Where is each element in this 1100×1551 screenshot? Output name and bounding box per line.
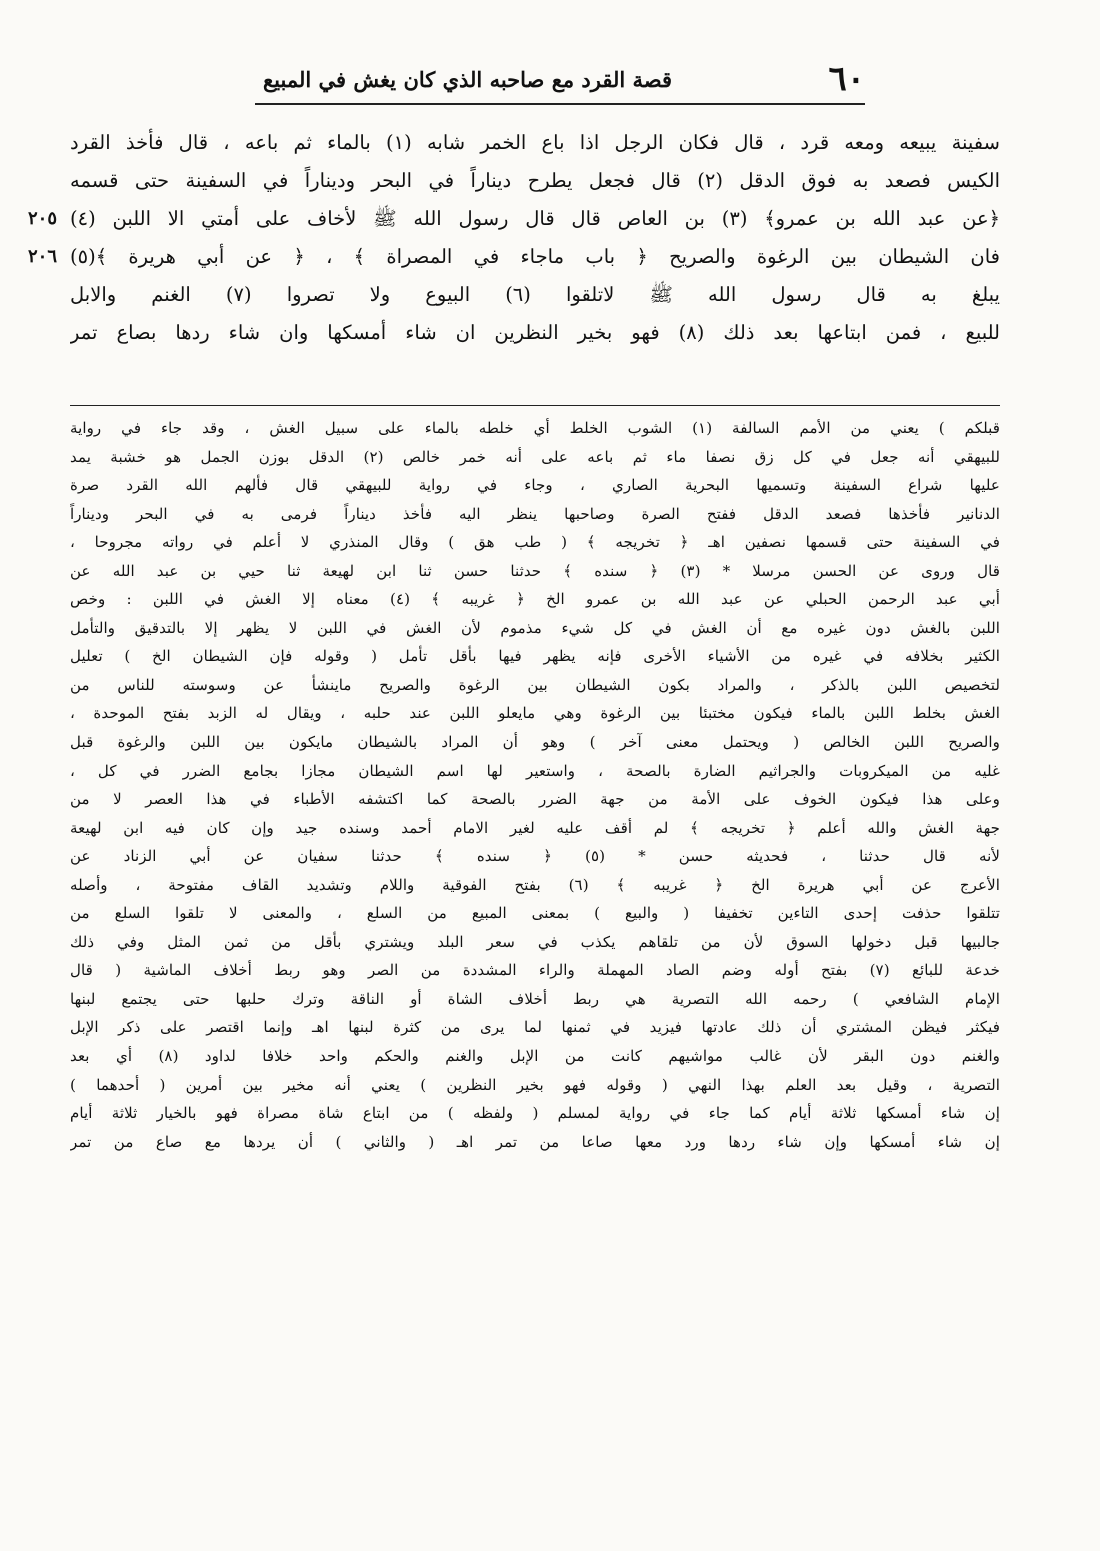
commentary-line: وعلى هذا فيكون الخوف على الأمة من جهة الضرر بالصحة كما اكتشفه الأطباء في هذا العصر لا من bbox=[70, 790, 1000, 809]
main-text-line: للبيع ، فمن ابتاعها بعد ذلك (٨) فهو بخير النظرين ان شاء أمسكها وان شاء ردها بصاع تمر bbox=[70, 321, 1000, 344]
commentary-line: اللبن بالغش دون غيره مع أن الغش في كل شيء مذموم لأن الغش في اللبن لا يظهر إلا بالتدقيق والتأمل bbox=[70, 618, 1000, 637]
commentary-line: التصرية ، وقيل بعد العلم بهذا النهي ( وقوله فهو بخير النظرين ) يعني أنه مخير بين أمرين ( أحدهما ) bbox=[70, 1075, 1000, 1094]
commentary-line: جهة الغش والله أعلم ﴿ تخريجه ﴾ لم أقف عليه لغير الامام أحمد وسنده جيد وإن كان فيه ابن لهيعة bbox=[70, 818, 1000, 837]
commentary-line: الإمام الشافعي ) رحمه الله التصرية هي ربط أخلاف الشاة أو الناقة وترك حلبها حتى يجتمع لبنها bbox=[70, 989, 1000, 1008]
commentary-line: والغنم دون البقر لأن غالب مواشيهم كانت من الإبل والغنم والحكم واحد خلافا لداود (٨) أي بعد bbox=[70, 1047, 1000, 1066]
commentary-line: إن شاء أمسكها وإن شاء ردها ورد معها صاعا من تمر اهـ ( والثاني ) أن يردها مع صاع من تمر bbox=[70, 1132, 1000, 1151]
commentary-line: الكثير بخلافه في غيره من الأشياء الأخرى فإنه يظهر فيها بأقل تأمل ( وقوله فإن الشيطان الخ ) تعليل bbox=[70, 647, 1000, 666]
footnote-divider bbox=[70, 405, 1000, 406]
hadith-number: ٢٠٥ bbox=[28, 208, 58, 229]
commentary-line: للبيهقي أنه جعل في كل زق نصفا ماء ثم باعه على أنه خمر خالص (٢) الدقل بوزن الجمل هو خشبة يمد bbox=[70, 447, 1000, 466]
main-text bbox=[70, 124, 1000, 352]
header-rule bbox=[255, 103, 865, 105]
commentary-line: قبلكم ) يعني من الأمم السالفة (١) الشوب الخلط أي خلطه بالماء على سبيل الغش ، وقد جاء في رواية bbox=[70, 419, 1000, 437]
commentary-line: غليه من الميكروبات والجراثيم الضارة بالصحة ، واستعير لها اسم الشيطان مجازا بجامع الضرر في كل ، bbox=[70, 761, 1000, 780]
commentary-line: أبي عبد الرحمن الحبلي عن عبد الله بن عمرو الخ ﴿ غريبه ﴾ (٤) معناه إلا الغش في اللبن : وخص bbox=[70, 590, 1000, 609]
commentary-line: عليها شراع السفينة وتسميها البحرية الصاري ، وجاء في رواية للبيهقي قال فألهم الله القرد صرة bbox=[70, 476, 1000, 495]
main-text-line: يبلغ به قال رسول الله ﷺ لاتلقوا (٦) البيوع ولا تصروا (٧) الغنم والابل bbox=[70, 283, 1000, 306]
commentary-line: خدعة للبائع (٧) بفتح أوله وضم الصاد المهملة والراء المشددة من الصر وهو ربط أخلاف الماشية ( قال bbox=[70, 961, 1000, 980]
commentary-line: فيكثر فيظن المشتري أن ذلك عادتها فيزيد في ثمنها لما يرى من كثرة لبنها اهـ وإنما اقتصر على ذكر الإبل bbox=[70, 1018, 1000, 1037]
commentary-line: في السفينة حتى قسمها نصفين اهـ ﴿ تخريجه ﴾ ( طب هق ) وقال المنذري لا أعلم في رواته مجروحا ، bbox=[70, 533, 1000, 552]
commentary-line: إن شاء أمسكها ثلاثة أيام كما جاء في رواية لمسلم ( ولفظه ) من ابتاع شاة مصراة فهو بالخيار ثلاثة أيام bbox=[70, 1104, 1000, 1123]
main-text-line: فان الشيطان بين الرغوة والصريح ﴿ باب ماجاء في المصراة ﴾ ، ﴿ عن أبي هريرة ﴾(٥) bbox=[70, 245, 1000, 268]
commentary-line: لأنه قال حدثنا ، فحديثه حسن * (٥) ﴿ سنده ﴾ حدثنا سفيان عن أبي الزناد عن bbox=[70, 847, 1000, 866]
commentary-line: قال وروى عن الحسن مرسلا * (٣) ﴿ سنده ﴾ حدثنا حسن ثنا ابن لهيعة ثنا حيي بن عبد الله عن bbox=[70, 561, 1000, 580]
main-text-line: ﴿عن عبد الله بن عمرو﴾ (٣) بن العاص قال قال رسول الله ﷺ لأخاف على أمتي الا اللبن (٤) bbox=[70, 207, 1000, 230]
commentary-line: لتخصيص اللبن بالذكر ، والمراد بكون الشيطان بين الرغوة والصريح ماينشأ عن وسوسته للناس من bbox=[70, 675, 1000, 694]
hadith-number: ٢٠٦ bbox=[28, 246, 58, 267]
commentary-line: والصريح اللبن الخالص ( ويحتمل معنى آخر ) وهو أن المراد بالشيطان مايكون بين اللبن والرغوة قبل bbox=[70, 733, 1000, 752]
commentary-line: الغش بخلط اللبن بالماء فيكون مختبئا بين الرغوة وهي مايعلو اللبن عند حلبه ، ويقال له الزبد بفتح الموحدة ، bbox=[70, 704, 1000, 723]
commentary-line: الدنانير فأخذها فصعد الدقل ففتح الصرة وصاحبها ينظر اليه فأخذ ديناراً فرمى به في البحر وديناراً bbox=[70, 504, 1000, 523]
header-title: قصة القرد مع صاحبه الذي كان يغش في المبيع bbox=[263, 66, 673, 92]
main-text-line: الكيس فصعد به فوق الدقل (٢) قال فجعل يطرح ديناراً في البحر وديناراً في السفينة حتى قسمه bbox=[70, 169, 1000, 192]
commentary-line: جالبيها قبل دخولها السوق لأن من تلقاهم يكذب في سعر البلد ويشتري بأقل من ثمن المثل وفي ذلك bbox=[70, 932, 1000, 951]
running-header bbox=[255, 58, 865, 100]
page-number: ٦٠ bbox=[828, 59, 865, 99]
commentary-line: الأعرج عن أبي هريرة الخ ﴿ غريبه ﴾ (٦) بفتح الفوقية واللام وتشديد القاف مفتوحة ، وأصله bbox=[70, 875, 1000, 894]
commentary-line: تتلقوا حذفت إحدى التاءين تخفيفا ( والبيع ) بمعنى المبيع من السلع ، والمعنى لا تلقوا السلع من bbox=[70, 904, 1000, 923]
commentary bbox=[70, 414, 1000, 1156]
main-text-line: سفينة يبيعه ومعه قرد ، قال فكان الرجل اذا باع الخمر شابه (١) بالماء ثم باعه ، قال فأخذ القرد bbox=[70, 131, 1000, 154]
